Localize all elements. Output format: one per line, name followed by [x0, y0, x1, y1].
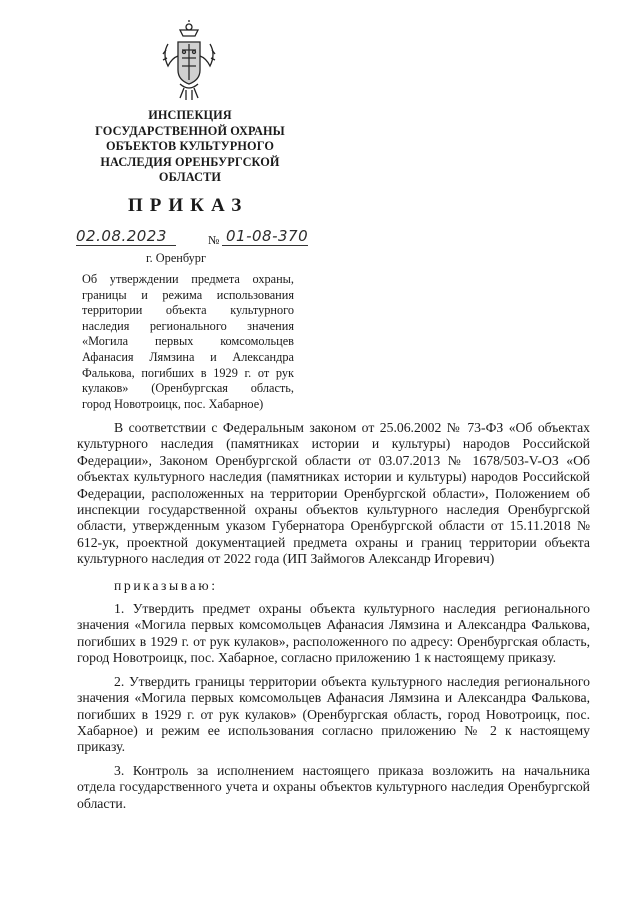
- org-line: ОБЛАСТИ: [158, 170, 222, 185]
- preamble-paragraph: В соответствии с Федеральным законом от 25.06.2002 № 73-ФЗ «Об объектах культурного наследия (памятниках истории и культуры) народов Российской Федерации», Законом Оренбургской области от 03.07.2013 № 1678/503-V-ОЗ «Об объектах культурного наследия (памятниках истории и культуры) народов Российской Федерации, расположенных на территории Оренбургской области», Положением об инспекции государственной охраны объектов культурного наследия Оренбургской области, утвержденным указом Губернатора Оренбургской области от 15.11.2018 № 612-ук, проектной документацией предмета охраны и границ территории объекта культурного наследия от 2022 года (ИП Займогов Александр Игоревич): [77, 420, 590, 567]
- subject-line: город Новотроицк, пос. Хабарное): [82, 396, 264, 411]
- number-sign: №: [208, 233, 220, 247]
- order-subject: [82, 272, 294, 412]
- subject-line: «Могила первых комсомольцев: [82, 334, 294, 349]
- org-line: ОБЪЕКТОВ КУЛЬТУРНОГО: [105, 139, 275, 154]
- city: г. Оренбург: [146, 251, 207, 265]
- order-item-3: 3. Контроль за исполнением настоящего приказа возложить на начальника отдела государственного учета и охраны объектов культурного наследия Оренбургской области.: [77, 762, 590, 811]
- subject-line: Фалькова, погибших в 1929 г. от рук: [82, 365, 294, 380]
- coat-of-arms-icon: [162, 20, 216, 104]
- order-item-1: 1. Утвердить предмет охраны объекта культурного наследия регионального значения «Могила первых комсомольцев Афанасия Лямзина и Александра Фалькова, погибших в 1929 г. от рук кулаков», расположенного по адресу: Оренбургская область, город Новотроицк, пос. Хабарное, согласно приложению 1 к настоящему приказу.: [77, 601, 590, 666]
- order-date-number: [76, 229, 316, 251]
- subject-line: Об утверждении предмета охраны,: [82, 272, 294, 286]
- order-item-2: 2. Утвердить границы территории объекта культурного наследия регионального значения «Могила первых комсомольцев Афанасия Лямзина и Александра Фалькова, погибших в 1929 г. от рук кулаков» (Оренбургская область, город Новотроицк, пос. Хабарное) и режим ее использования согласно приложению № 2 к настоящему приказу.: [77, 673, 590, 755]
- org-line: ГОСУДАРСТВЕННОЙ ОХРАНЫ: [95, 123, 285, 138]
- subject-line: границы и режима использования: [82, 287, 294, 302]
- order-word: приказываю:: [114, 577, 218, 593]
- date-underline: [76, 245, 176, 246]
- handwritten-number: 01-08-370: [226, 227, 309, 245]
- org-line: НАСЛЕДИЯ ОРЕНБУРГСКОЙ: [100, 154, 280, 169]
- number-underline: [222, 245, 308, 246]
- handwritten-date: 02.08.2023: [76, 227, 167, 245]
- subject-line: кулаков» (Оренбургская область,: [82, 381, 294, 396]
- document-type-title: ПРИКАЗ: [128, 195, 249, 216]
- subject-line: наследия регионального значения: [82, 318, 294, 333]
- subject-line: территории объекта культурного: [82, 303, 294, 318]
- organization-name: [70, 108, 310, 186]
- subject-line: Афанасия Лямзина и Александра: [82, 349, 294, 364]
- org-line: ИНСПЕКЦИЯ: [148, 108, 232, 122]
- order-body: [77, 420, 590, 812]
